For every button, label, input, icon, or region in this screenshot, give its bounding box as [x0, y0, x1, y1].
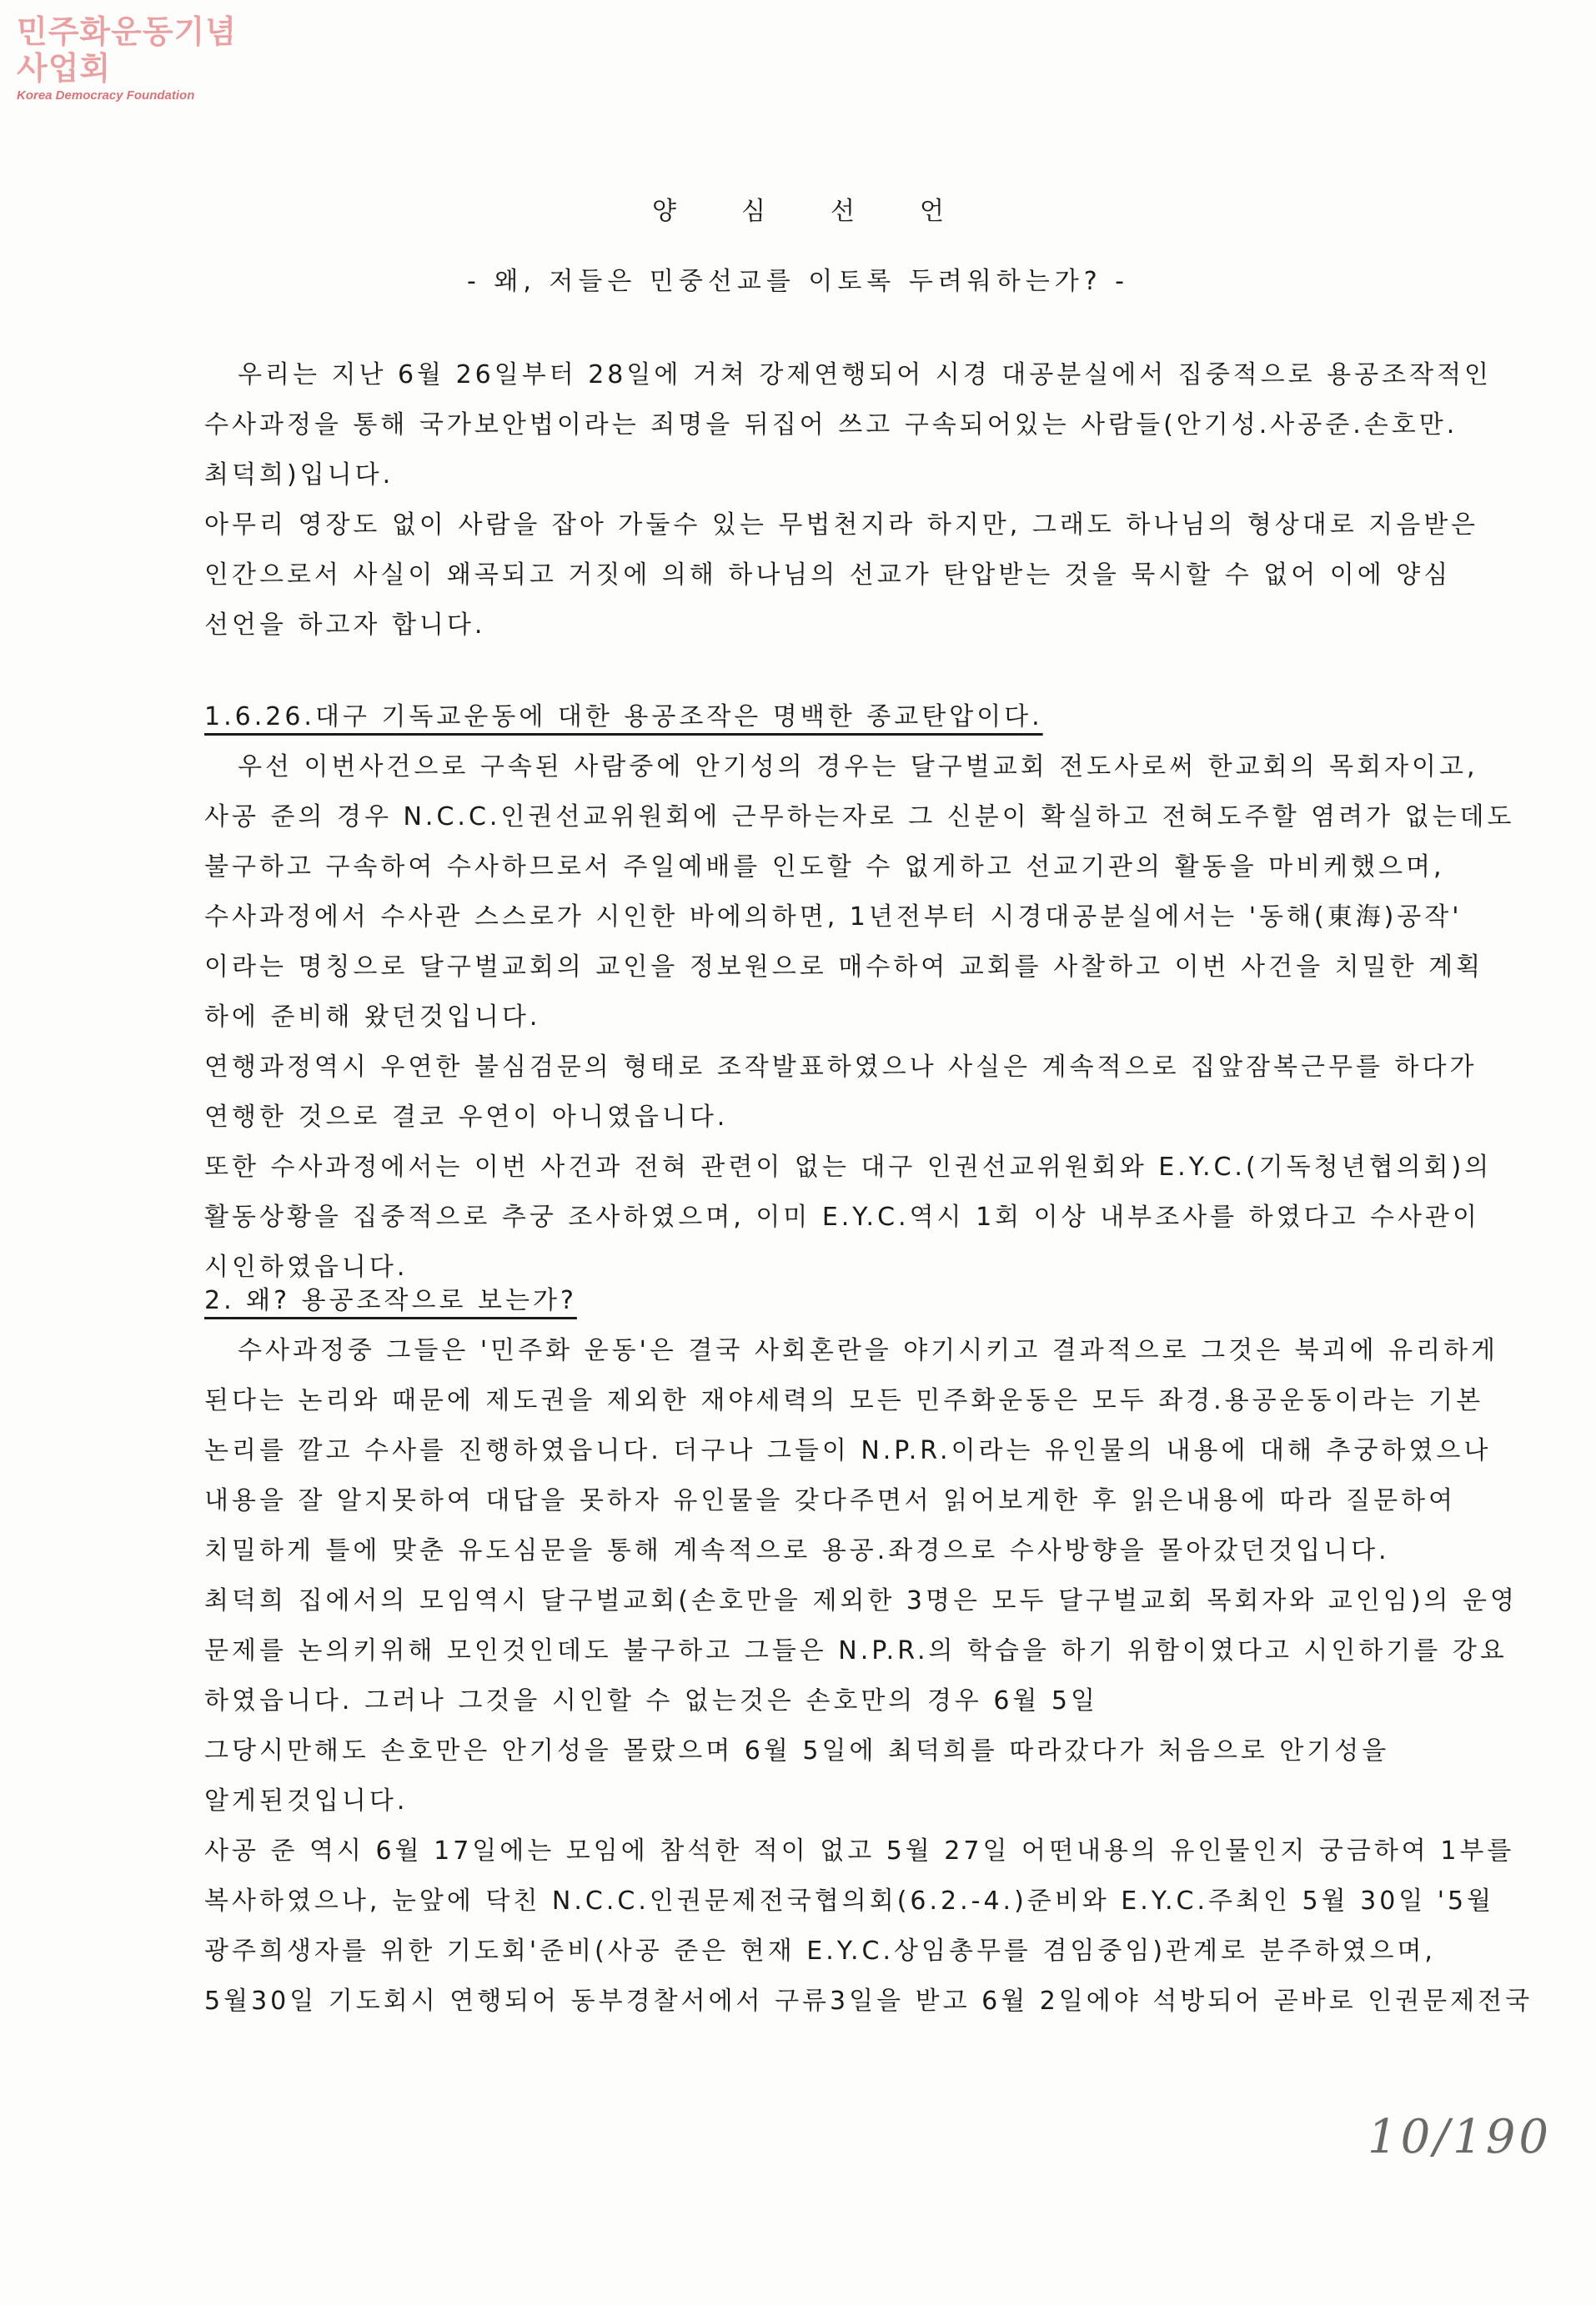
text-line: 5월30일 기도회시 연행되어 동부경찰서에서 구류3일을 받고 6월 2일에야 석방되어 곧바로 인권문제전국 — [204, 1987, 1533, 2016]
text-line: 사공 준 역시 6월 17일에는 모임에 참석한 적이 없고 5월 27일 어떤내용의 유인물인지 궁금하여 1부를 — [204, 1836, 1515, 1866]
text-line: 최덕희 집에서의 모임역시 달구벌교회(손호만을 제외한 3명은 모두 달구벌교회 목회자와 교인임)의 운영 — [204, 1586, 1518, 1615]
text-line: 연행한 것으로 결코 우연이 아니였읍니다. — [204, 1103, 729, 1132]
text-line: 아무리 영장도 없이 사람을 잡아 가둘수 있는 무법천지라 하지만, 그래도 하나님의 형상대로 지음받은 — [204, 510, 1479, 540]
text-line: 우리는 지난 6월 26일부터 28일에 거쳐 강제연행되어 시경 대공분실에서 집중적으로 용공조작적인 — [238, 360, 1493, 389]
text-line: 우선 이번사건으로 구속된 사람중에 안기성의 경우는 달구벌교회 전도사로써 한교회의 목회자이고, — [238, 752, 1478, 781]
watermark-korean: 민주화운동기념사업회 — [17, 13, 237, 87]
text-line: 하였읍니다. 그러나 그것을 시인할 수 없는것은 손호만의 경우 6월 5일 — [204, 1686, 1098, 1716]
watermark-english: Korea Democracy Foundation — [17, 88, 195, 103]
section-2-heading: 2. 왜? 용공조작으로 보는가? — [204, 1286, 577, 1315]
document-subtitle: - 왜, 저들은 민중선교를 이토록 두려워하는가? - — [467, 267, 1129, 296]
text-line: 사공 준의 경우 N.C.C.인권선교위원회에 근무하는자로 그 신분이 확실하고 전혀도주할 염려가 없는데도 — [204, 802, 1515, 831]
text-line: 하에 준비해 왔던것입니다. — [204, 1002, 541, 1032]
text-line: 내용을 잘 알지못하여 대답을 못하자 유인물을 갖다주면서 읽어보게한 후 읽은내용에 따라 질문하여 — [204, 1486, 1457, 1515]
document-title: 양심선언 — [652, 197, 1009, 226]
section-1-heading: 1.6.26.대구 기독교운동에 대한 용공조작은 명백한 종교탄압이다. — [204, 702, 1043, 731]
text-line: 시인하였읍니다. — [204, 1253, 409, 1282]
text-line: 논리를 깔고 수사를 진행하였읍니다. 더구나 그들이 N.P.R.이라는 유인물의 내용에 대해 추궁하였으나 — [204, 1436, 1492, 1465]
text-line: 인간으로서 사실이 왜곡되고 거짓에 의해 하나님의 선교가 탄압받는 것을 묵시할 수 없어 이에 양심 — [204, 560, 1452, 590]
text-line: 치밀하게 틀에 맞춘 유도심문을 통해 계속적으로 용공.좌경으로 수사방향을 몰아갔던것입니다. — [204, 1536, 1390, 1565]
section-2 — [204, 1276, 1533, 2027]
text-line: 수사과정에서 수사관 스스로가 시인한 바에의하면, 1년전부터 시경대공분실에서는 '동해(東海)공작' — [204, 902, 1463, 932]
intro-paragraph — [204, 350, 1493, 651]
text-line: 수사과정을 통해 국가보안법이라는 죄명을 뒤집어 쓰고 구속되어있는 사람들(안기성.사공준.손호만. — [204, 410, 1458, 440]
section-1 — [204, 692, 1515, 1293]
text-line: 이라는 명칭으로 달구벌교회의 교인을 정보원으로 매수하여 교회를 사찰하고 이번 사건을 치밀한 계획 — [204, 952, 1484, 982]
text-line: 광주희생자를 위한 기도회'준비(사공 준은 현재 E.Y.C.상임총무를 겸임중임)관계로 분주하였으며, — [204, 1937, 1436, 1966]
text-line: 활동상황을 집중적으로 추궁 조사하였으며, 이미 E.Y.C.역시 1회 이상 내부조사를 하였다고 수사관이 — [204, 1203, 1480, 1232]
text-line: 불구하고 구속하여 수사하므로서 주일예배를 인도할 수 없게하고 선교기관의 활동을 마비케했으며, — [204, 852, 1445, 882]
handwritten-page-number: 10/190 — [1368, 2110, 1553, 2164]
watermark-logo — [17, 13, 267, 103]
text-line: 문제를 논의키위해 모인것인데도 불구하고 그들은 N.P.R.의 학습을 하기 위함이였다고 시인하기를 강요 — [204, 1636, 1508, 1665]
text-line: 복사하였으나, 눈앞에 닥친 N.C.C.인권문제전국협의회(6.2.-4.)준비와 E.Y.C.주최인 5월 30일 '5월 — [204, 1886, 1495, 1916]
text-line: 또한 수사과정에서는 이번 사건과 전혀 관련이 없는 대구 인권선교위원회와 E.Y.C.(기독청년협의회)의 — [204, 1153, 1493, 1182]
text-line: 수사과정중 그들은 '민주화 운동'은 결국 사회혼란을 야기시키고 결과적으로 그것은 북괴에 유리하게 — [238, 1336, 1499, 1365]
text-line: 선언을 하고자 합니다. — [204, 610, 486, 640]
text-line: 된다는 논리와 때문에 제도권을 제외한 재야세력의 모든 민주화운동은 모두 좌경.용공운동이라는 기본 — [204, 1386, 1484, 1415]
text-line: 그당시만해도 손호만은 안기성을 몰랐으며 6월 5일에 최덕희를 따라갔다가 처음으로 안기성을 — [204, 1736, 1390, 1766]
text-line: 알게된것입니다. — [204, 1786, 409, 1816]
text-line: 최덕희)입니다. — [204, 460, 394, 490]
text-line: 연행과정역시 우연한 불심검문의 형태로 조작발표하였으나 사실은 계속적으로 집앞잠복근무를 하다가 — [204, 1053, 1478, 1082]
